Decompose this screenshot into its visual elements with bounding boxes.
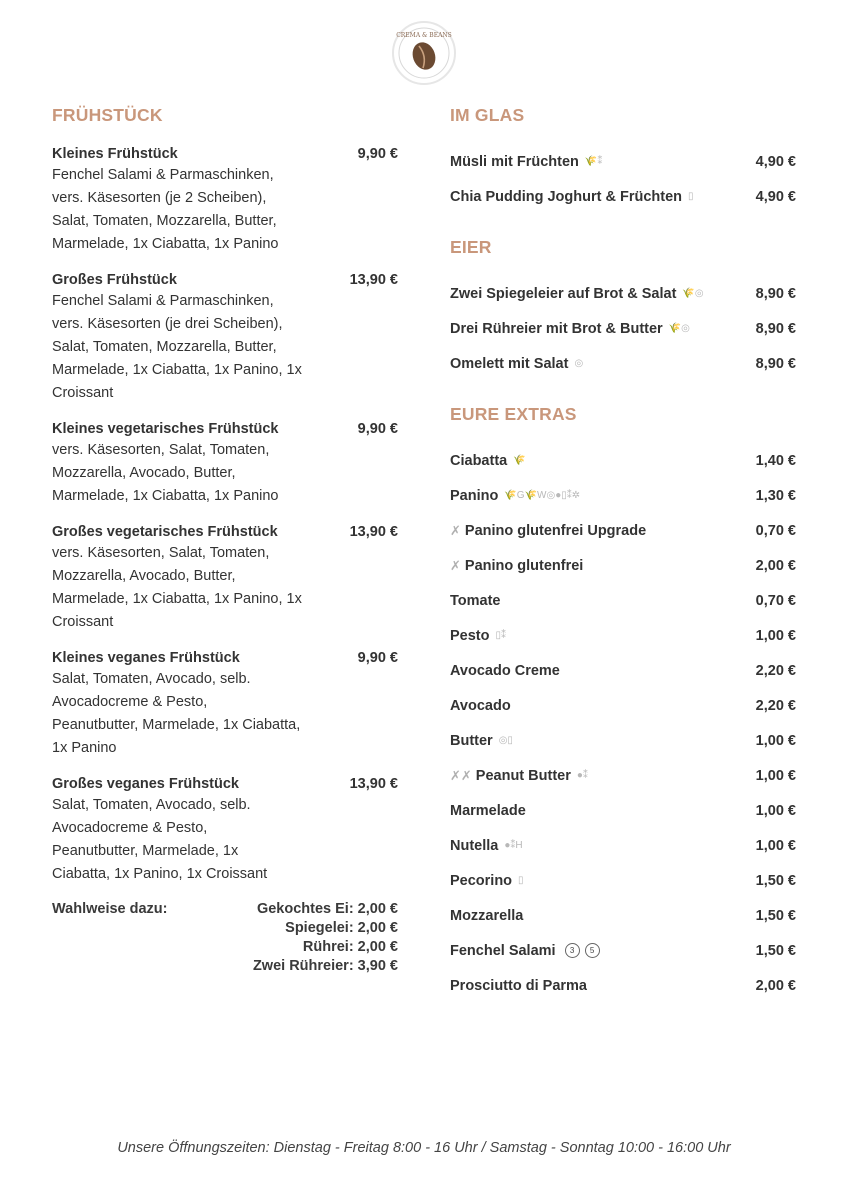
item-label: Zwei Spiegeleier auf Brot & Salat — [450, 285, 677, 302]
item-name — [450, 801, 526, 821]
description-line: Marmelade, 1x Ciabatta, 1x Panino, 1x — [52, 362, 302, 378]
item-price: 9,90 € — [357, 650, 398, 666]
item-label: Müsli mit Früchten — [450, 153, 579, 170]
logo-text: CREMA & BEANS — [396, 32, 452, 39]
gluten-free-icon: ✗ — [450, 522, 461, 538]
menu-item — [52, 522, 398, 634]
menu-row — [450, 276, 796, 311]
description-line: Salat, Tomaten, Mozzarella, Butter, — [52, 339, 277, 355]
allergen-symbols: 🌾 — [513, 454, 526, 466]
description-line: Fenchel Salami & Parmaschinken, — [52, 293, 274, 309]
allergen-icons — [499, 735, 513, 747]
item-label: Avocado Creme — [450, 662, 560, 679]
section-title-fruehstueck: FRÜHSTÜCK — [52, 105, 163, 125]
extra-option: Zwei Rühreier: 3,90 € — [252, 958, 398, 974]
item-label: Prosciutto di Parma — [450, 977, 587, 994]
item-name — [450, 626, 506, 646]
menu-item — [52, 144, 398, 256]
item-header — [52, 144, 398, 164]
item-header — [52, 522, 398, 542]
menu-row — [450, 723, 796, 758]
menu-row — [450, 828, 796, 863]
item-price: 8,90 € — [755, 355, 796, 372]
item-description — [52, 542, 342, 634]
item-price: 4,90 € — [755, 188, 796, 205]
item-name: Großes veganes Frühstück — [52, 776, 239, 792]
description-line: Mozzarella, Avocado, Butter, — [52, 465, 236, 481]
item-label: Fenchel Salami — [450, 942, 556, 959]
item-name — [450, 486, 580, 506]
description-line: Peanutbutter, Marmelade, 1x Ciabatta, — [52, 717, 301, 733]
item-label: Omelett mit Salat — [450, 355, 569, 372]
allergen-symbols: 🌾G🌾W◎●▯⁑✲ — [504, 489, 581, 501]
breakfast-column — [52, 104, 398, 976]
description-line: Salat, Tomaten, Mozzarella, Butter, — [52, 213, 277, 229]
item-label: Mozzarella — [450, 907, 524, 924]
item-description — [52, 164, 342, 256]
optional-extras — [52, 900, 398, 976]
additive-number: 5 — [585, 943, 600, 958]
allergen-icons — [688, 191, 694, 203]
allergen-icons — [496, 630, 507, 642]
menu-row — [450, 758, 796, 793]
item-price: 2,00 € — [755, 977, 796, 994]
description-line: Croissant — [52, 385, 114, 401]
menu-row — [450, 618, 796, 653]
item-price: 0,70 € — [755, 592, 796, 609]
item-price: 1,50 € — [755, 872, 796, 889]
item-header — [52, 774, 398, 794]
item-name — [450, 871, 524, 891]
menu-row — [450, 311, 796, 346]
item-header — [52, 648, 398, 668]
item-price: 1,50 € — [755, 907, 796, 924]
menu-right-column — [450, 104, 796, 1003]
item-price: 9,90 € — [357, 146, 398, 162]
item-name — [450, 152, 602, 172]
item-label: Avocado — [450, 697, 511, 714]
allergen-symbols: ▯⁑ — [495, 629, 507, 641]
item-price: 0,70 € — [755, 522, 796, 539]
item-description — [52, 794, 342, 886]
description-line: vers. Käsesorten, Salat, Tomaten, — [52, 442, 270, 458]
item-header — [52, 419, 398, 439]
allergen-symbols: ●⁑ — [576, 769, 588, 781]
description-line: Salat, Tomaten, Avocado, selb. — [52, 797, 251, 813]
item-description — [52, 439, 342, 508]
allergen-icons — [518, 875, 524, 887]
item-name: Großes Frühstück — [52, 272, 177, 288]
description-line: Marmelade, 1x Ciabatta, 1x Panino, 1x — [52, 591, 302, 607]
menu-row — [450, 443, 796, 478]
menu-row — [450, 863, 796, 898]
item-price: 2,00 € — [755, 557, 796, 574]
extras-label: Wahlweise dazu: — [52, 901, 168, 917]
allergen-symbols: ▯ — [518, 874, 524, 886]
item-name — [450, 556, 583, 576]
menu-row — [450, 933, 796, 968]
allergen-symbols: ◎ — [574, 357, 584, 369]
item-name — [450, 591, 501, 611]
description-line: Salat, Tomaten, Avocado, selb. — [52, 671, 251, 687]
description-line: Croissant — [52, 614, 114, 630]
allergen-symbols: 🌾⁑ — [584, 155, 603, 167]
extra-option: Gekochtes Ei: 2,00 € — [256, 901, 398, 917]
section-title: EURE EXTRAS — [450, 404, 577, 424]
description-line: vers. Käsesorten (je 2 Scheiben), — [52, 190, 267, 206]
item-name: Kleines Frühstück — [52, 146, 178, 162]
item-price: 1,00 € — [755, 767, 796, 784]
menu-row — [450, 179, 796, 214]
allergen-symbols: 🌾◎ — [668, 322, 690, 334]
item-label: Pecorino — [450, 872, 513, 889]
description-line: Mozzarella, Avocado, Butter, — [52, 568, 236, 584]
item-name: Kleines vegetarisches Frühstück — [52, 421, 279, 437]
menu-item — [52, 270, 398, 405]
item-price: 13,90 € — [349, 524, 398, 540]
menu-row — [450, 688, 796, 723]
extra-option: Rührei: 2,00 € — [302, 939, 398, 955]
item-label: Nutella — [450, 837, 499, 854]
cafe-logo — [389, 20, 459, 86]
section-title: EIER — [450, 237, 492, 257]
allergen-symbols: ●⁑H — [504, 839, 523, 851]
menu-row — [450, 478, 796, 513]
item-price: 1,00 € — [755, 837, 796, 854]
section-spacer — [450, 214, 796, 236]
item-name — [450, 521, 646, 541]
item-label: Peanut Butter — [475, 767, 571, 784]
item-label: Butter — [450, 732, 493, 749]
item-price: 2,20 € — [755, 697, 796, 714]
menu-row — [450, 144, 796, 179]
item-price: 1,00 € — [755, 627, 796, 644]
allergen-icons — [682, 288, 703, 300]
item-name — [450, 319, 690, 339]
item-price: 13,90 € — [349, 776, 398, 792]
item-label: Tomate — [450, 592, 501, 609]
item-label: Chia Pudding Joghurt & Früchten — [450, 188, 682, 205]
item-description — [52, 290, 342, 405]
allergen-symbols: 🌾◎ — [682, 287, 704, 299]
item-price: 4,90 € — [755, 153, 796, 170]
description-line: Ciabatta, 1x Panino, 1x Croissant — [52, 866, 268, 882]
item-header — [52, 270, 398, 290]
description-line: vers. Käsesorten, Salat, Tomaten, — [52, 545, 270, 561]
extras-list — [212, 900, 398, 976]
menu-item — [52, 774, 398, 886]
allergen-icons — [669, 323, 690, 335]
additive-number: 3 — [565, 943, 580, 958]
menu-row — [450, 583, 796, 618]
item-price: 8,90 € — [755, 320, 796, 337]
item-price: 1,50 € — [755, 942, 796, 959]
item-price: 13,90 € — [349, 272, 398, 288]
item-name — [450, 354, 583, 374]
item-price: 1,30 € — [755, 487, 796, 504]
description-line: Avocadocreme & Pesto, — [52, 820, 208, 836]
item-label: Panino glutenfrei Upgrade — [464, 522, 647, 539]
description-line: 1x Panino — [52, 740, 117, 756]
opening-hours: Unsere Öffnungszeiten: Dienstag - Freitag 8:00 - 16 Uhr / Samstag - Sonntag 10:00 - 16:00 Uhr — [117, 1140, 731, 1156]
item-label: Ciabatta — [450, 452, 508, 469]
additive-icons — [562, 943, 600, 958]
item-label: Marmelade — [450, 802, 526, 819]
item-name — [450, 661, 560, 681]
allergen-icons — [574, 358, 583, 370]
allergen-symbols: ◎▯ — [498, 734, 513, 746]
item-label: Pesto — [450, 627, 490, 644]
item-price: 1,00 € — [755, 732, 796, 749]
section-title: IM GLAS — [450, 105, 525, 125]
item-label: Panino glutenfrei — [464, 557, 584, 574]
allergen-icons — [504, 840, 522, 852]
item-label: Drei Rühreier mit Brot & Butter — [450, 320, 663, 337]
item-label: Panino — [450, 487, 499, 504]
item-price: 2,20 € — [755, 662, 796, 679]
item-price: 8,90 € — [755, 285, 796, 302]
item-name — [450, 976, 587, 996]
item-price: 1,00 € — [755, 802, 796, 819]
allergen-icons — [504, 490, 580, 502]
description-line: vers. Käsesorten (je drei Scheiben), — [52, 316, 283, 332]
allergen-icons — [513, 455, 525, 467]
item-name — [450, 836, 523, 856]
menu-row — [450, 968, 796, 1003]
allergen-icons — [577, 770, 588, 782]
description-line: Marmelade, 1x Ciabatta, 1x Panino — [52, 236, 279, 252]
section-spacer — [450, 381, 796, 403]
description-line: Peanutbutter, Marmelade, 1x — [52, 843, 239, 859]
gluten-free-icon: ✗ — [450, 557, 461, 573]
menu-row — [450, 793, 796, 828]
menu-item — [52, 419, 398, 508]
item-name — [450, 696, 511, 716]
item-description — [52, 668, 342, 760]
description-line: Avocadocreme & Pesto, — [52, 694, 208, 710]
extra-option: Spiegelei: 2,00 € — [285, 920, 398, 936]
menu-row — [450, 346, 796, 381]
item-name — [450, 906, 523, 926]
item-name — [450, 766, 588, 786]
description-line: Fenchel Salami & Parmaschinken, — [52, 167, 274, 183]
item-price: 1,40 € — [755, 452, 796, 469]
menu-row — [450, 513, 796, 548]
menu-row — [450, 653, 796, 688]
allergen-icons — [585, 156, 602, 168]
item-price: 9,90 € — [357, 421, 398, 437]
menu-item — [52, 648, 398, 760]
item-name — [450, 451, 526, 471]
menu-row — [450, 548, 796, 583]
item-name — [450, 941, 600, 961]
item-name: Kleines veganes Frühstück — [52, 650, 240, 666]
allergen-symbols: ▯ — [688, 190, 694, 202]
menu-row — [450, 898, 796, 933]
item-name — [450, 187, 694, 207]
description-line: Marmelade, 1x Ciabatta, 1x Panino — [52, 488, 279, 504]
item-name: Großes vegetarisches Frühstück — [52, 524, 278, 540]
item-name — [450, 284, 704, 304]
gluten-free-icon: ✗✗ — [450, 767, 472, 783]
item-name — [450, 731, 513, 751]
